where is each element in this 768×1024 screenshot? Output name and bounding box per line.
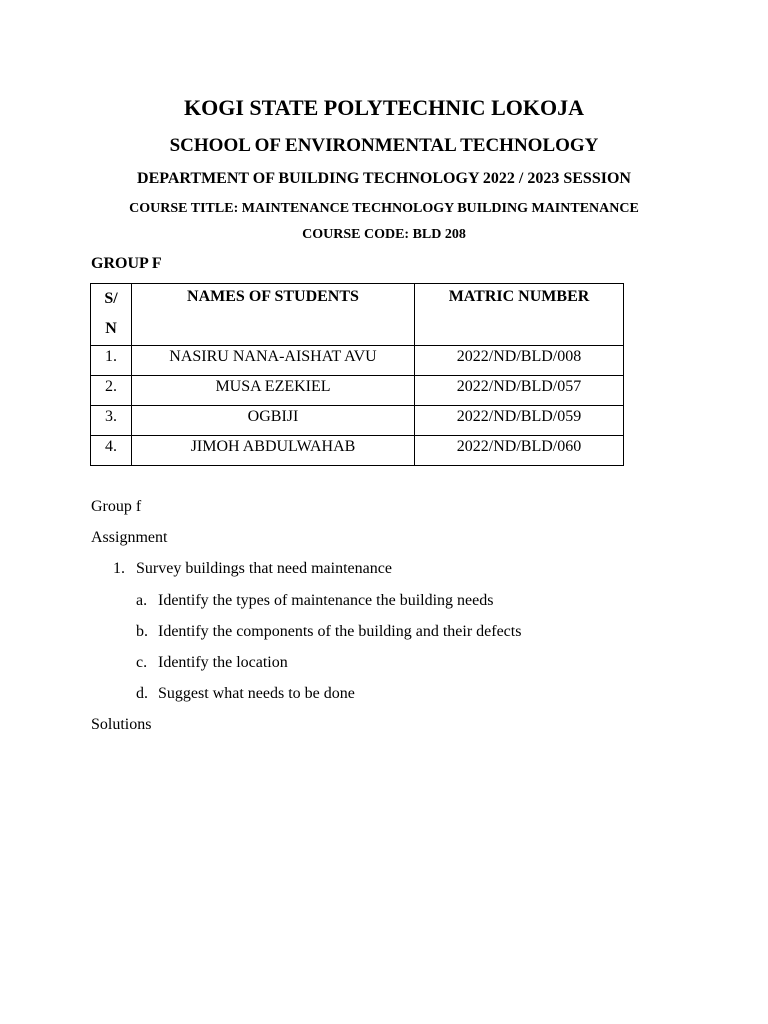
- list-marker: c.: [136, 654, 148, 671]
- table-row: [91, 436, 624, 466]
- cell-name-text: JIMOH ABDULWAHAB: [190, 438, 356, 455]
- cell-matric-text: 2022/ND/BLD/059: [456, 408, 582, 425]
- department-title: DEPARTMENT OF BUILDING TECHNOLOGY 2022 / 2023 SESSION: [137, 170, 631, 187]
- cell-sn-text: 1.: [105, 348, 117, 365]
- cell-name-text: OGBIJI: [247, 408, 299, 425]
- school-title: SCHOOL OF ENVIRONMENTAL TECHNOLOGY: [169, 135, 599, 156]
- table-header-row: [91, 284, 624, 346]
- list-marker: b.: [136, 623, 148, 640]
- list-item-text: Identify the location: [158, 654, 288, 671]
- cell-sn-text: 2.: [105, 378, 117, 395]
- cell-matric: [415, 406, 624, 436]
- table-row: [91, 376, 624, 406]
- cell-matric: [415, 346, 624, 376]
- column-header-sn-line2: N: [105, 320, 117, 337]
- solutions-heading: Solutions: [91, 716, 152, 733]
- list-marker: 1.: [113, 560, 125, 577]
- column-header-names-label: NAMES OF STUDENTS: [187, 288, 359, 305]
- list-marker: a.: [136, 592, 148, 609]
- table-row: [91, 406, 624, 436]
- column-header-sn: [91, 284, 132, 346]
- group-line: Group f: [91, 498, 142, 515]
- cell-matric: [415, 376, 624, 406]
- students-table: [90, 283, 624, 466]
- column-header-matric-label: MATRIC NUMBER: [448, 288, 590, 305]
- cell-sn: [91, 346, 132, 376]
- cell-sn: [91, 436, 132, 466]
- course-code: COURSE CODE: BLD 208: [302, 227, 466, 242]
- cell-matric: [415, 436, 624, 466]
- cell-name-text: NASIRU NANA-AISHAT AVU: [169, 348, 377, 365]
- course-title: COURSE TITLE: MAINTENANCE TECHNOLOGY BUILDING MAINTENANCE: [129, 201, 639, 216]
- list-item-text: Survey buildings that need maintenance: [136, 560, 392, 577]
- list-item-text: Identify the components of the building and their defects: [158, 623, 522, 640]
- assignment-heading: Assignment: [91, 529, 168, 546]
- group-label: GROUP F: [91, 255, 162, 272]
- cell-matric-text: 2022/ND/BLD/057: [456, 378, 582, 395]
- cell-matric-text: 2022/ND/BLD/060: [456, 438, 582, 455]
- cell-name: [132, 376, 415, 406]
- cell-name: [132, 346, 415, 376]
- institution-title: KOGI STATE POLYTECHNIC LOKOJA: [184, 95, 584, 120]
- cell-matric-text: 2022/ND/BLD/008: [456, 348, 582, 365]
- cell-name-text: MUSA EZEKIEL: [215, 378, 331, 395]
- column-header-names: [132, 284, 415, 346]
- cell-sn: [91, 376, 132, 406]
- cell-name: [132, 406, 415, 436]
- list-marker: d.: [136, 685, 148, 702]
- column-header-sn-line1: S/: [104, 290, 118, 307]
- list-item-text: Identify the types of maintenance the building needs: [158, 592, 494, 609]
- cell-sn-text: 3.: [105, 408, 117, 425]
- cell-sn-text: 4.: [105, 438, 117, 455]
- column-header-matric: [415, 284, 624, 346]
- list-item-text: Suggest what needs to be done: [158, 685, 355, 702]
- table-row: [91, 346, 624, 376]
- cell-sn: [91, 406, 132, 436]
- cell-name: [132, 436, 415, 466]
